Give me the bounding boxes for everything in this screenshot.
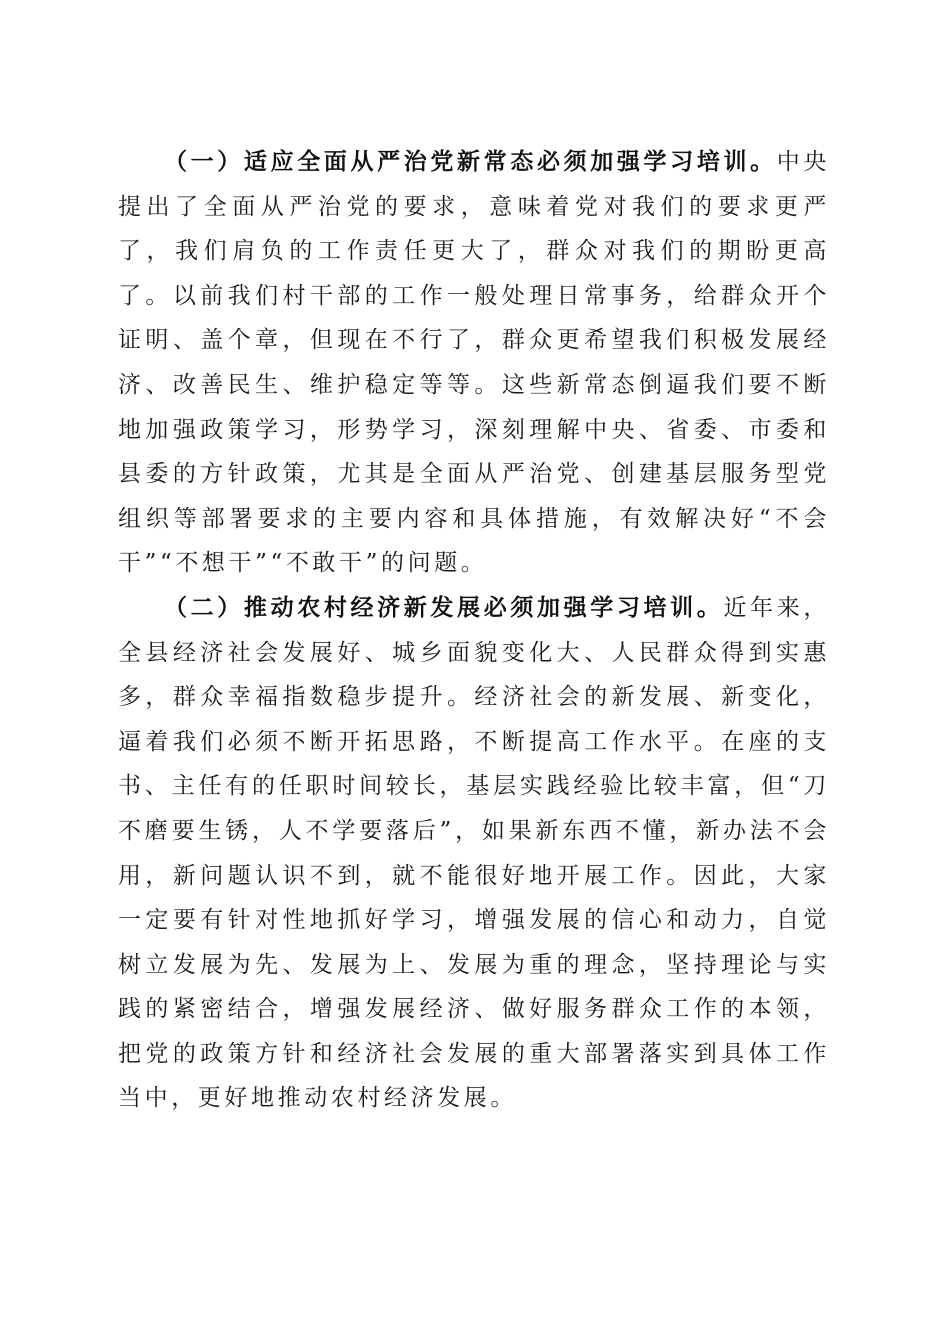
paragraph-1-body: 中央提出了全面从严治党的要求，意味着党对我们的要求更严了，我们肩负的工作责任更大了，群众对我们的期盼更高了。以前我们村干部的工作一般处理日常事务，给群众开个证明、盖个章，但现在不行了，群众更希望我们积极发展经济、改善民生、维护稳定等等。这些新常态倒逼我们要不断地加强政策学习，形势学习，深刻理解中央、省委、市委和县委的方针政策，尤其是全面从严治党、创建基层服务型党组织等部署要求的主要内容和具体措施，有效解决好“不会干”“不想干”“不敢干”的问题。: [118, 149, 830, 577]
document-body: [118, 140, 830, 1121]
paragraph-2-body: 近年来，全县经济社会发展好、城乡面貌变化大、人民群众得到实惠多，群众幸福指数稳步提升。经济社会的新发展、新变化，逼着我们必须不断开拓思路，不断提高工作水平。在座的支书、主任有的任职时间较长，基层实践经验比较丰富，但“刀不磨要生锈，人不学要落后”，如果新东西不懂，新办法不会用，新问题认识不到，就不能很好地开展工作。因此，大家一定要有针对性地抓好学习，增强发展的信心和动力，自觉树立发展为先、发展为上、发展为重的理念，坚持理论与实践的紧密结合，增强发展经济、做好服务群众工作的本领，把党的政策方针和经济社会发展的重大部署落实到具体工作当中，更好地推动农村经济发展。: [118, 594, 830, 1112]
paragraph-1: [118, 140, 830, 586]
paragraph-2: [118, 586, 830, 1121]
paragraph-2-heading: （二）推动农村经济新发展必须加强学习培训。: [164, 594, 724, 621]
paragraph-1-heading: （一）适应全面从严治党新常态必须加强学习培训。: [164, 149, 777, 175]
